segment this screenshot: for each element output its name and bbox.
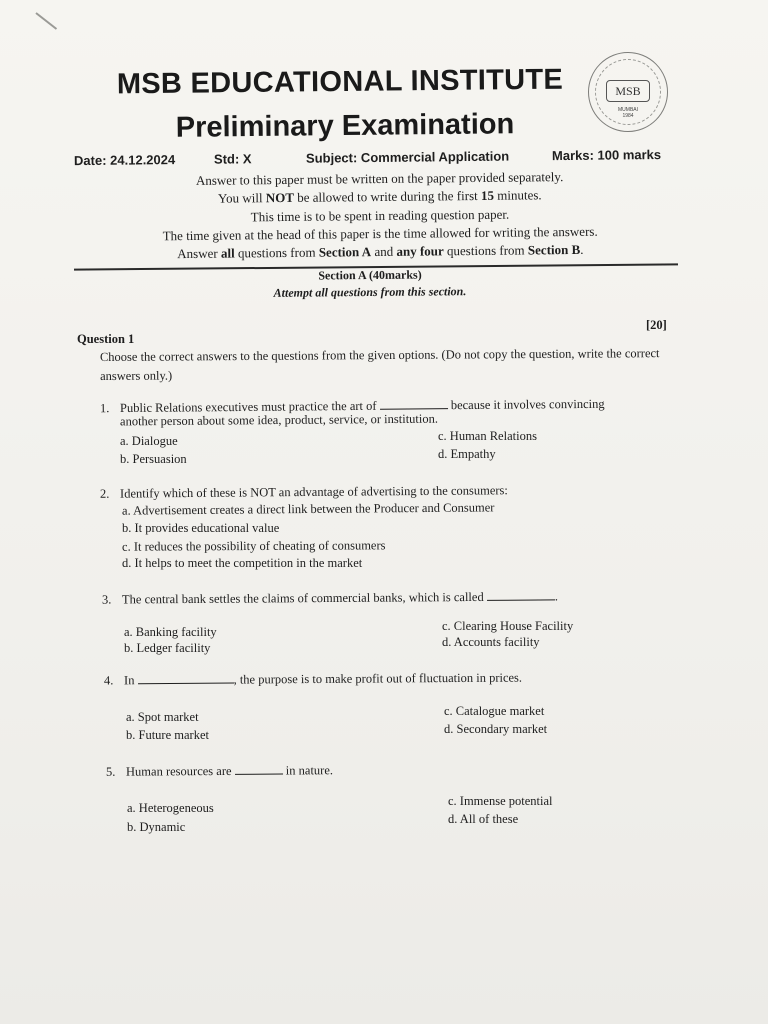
option: a. Advertisement creates a direct link between the Producer and Consumer [121, 500, 495, 518]
exam-std: Std: X [213, 151, 252, 167]
option: c. Immense potential [448, 794, 553, 808]
question-item: 4. In , the purpose is to make profit out of fluctuation in prices. [103, 670, 523, 688]
answer-blank [235, 762, 283, 775]
option: c. Clearing House Facility [442, 619, 574, 633]
section-subtitle: Attempt all questions from this section. [273, 284, 467, 300]
option: d. Accounts facility [442, 635, 540, 649]
option: d. It helps to meet the competition in the market [122, 556, 363, 570]
instructions-block [100, 167, 661, 264]
option: b. It provides educational value [122, 521, 280, 535]
option: b. Future market [126, 728, 209, 742]
answer-blank [487, 587, 555, 600]
question-item: 2. Identify which of these is NOT an advantage of advertising to the consumers: [99, 483, 508, 501]
seal-city-name: MUMBAI [618, 107, 638, 113]
seal-city [588, 107, 668, 119]
question-item-continued: another person about some idea, product, service, or institution. [119, 411, 439, 429]
instruction-line: Answer to this paper must be written on the paper provided separately. [195, 169, 564, 188]
option: d. Secondary market [444, 722, 548, 736]
option: b. Persuasion [120, 452, 187, 466]
option: d. All of these [448, 812, 519, 826]
option: c. Catalogue market [444, 704, 545, 718]
question-intro: Choose the correct answers to the questions from the given options. (Do not copy the question, write the correct answers only.) [99, 346, 660, 384]
exam-title: Preliminary Examination [175, 108, 515, 144]
institute-seal-icon [588, 52, 668, 132]
institute-title: MSB EDUCATIONAL INSTITUTE [116, 63, 564, 101]
instruction-line: The time given at the head of this paper is the time allowed for writing the answers. [162, 223, 598, 244]
option: a. Heterogeneous [127, 801, 214, 815]
paper-crease-mark [35, 12, 57, 30]
exam-subject: Subject: Commercial Application [305, 148, 510, 166]
question-item: 5. Human resources are in nature. [105, 763, 334, 779]
exam-date: Date: 24.12.2024 [73, 152, 176, 169]
option: c. It reduces the possibility of cheating of consumers [121, 538, 386, 554]
exam-marks: Marks: 100 marks [551, 146, 662, 164]
instruction-line: You will NOT be allowed to write during the first 15 minutes. [217, 187, 542, 206]
option: d. Empathy [438, 447, 496, 461]
question-marks: [20] [646, 318, 667, 332]
question-item: 1. Public Relations executives must practice the art of because it involves convincing [99, 396, 605, 416]
option: b. Ledger facility [124, 641, 211, 655]
option: a. Dialogue [120, 434, 178, 448]
option: c. Human Relations [438, 429, 537, 443]
seal-year: 1984 [622, 113, 634, 119]
question-label: Question 1 [77, 332, 135, 346]
section-title: Section A (40marks) [318, 267, 422, 283]
option: b. Dynamic [127, 820, 186, 834]
option: a. Banking facility [124, 625, 217, 639]
question-item: 3. The central bank settles the claims of commercial banks, which is called . [101, 589, 558, 607]
seal-name: MSB [606, 80, 650, 102]
answer-blank [137, 671, 233, 685]
instruction-line: This time is to be spent in reading question paper. [250, 206, 510, 224]
answer-blank [380, 396, 448, 410]
option: a. Spot market [126, 710, 199, 724]
instruction-line: Answer all questions from Section A and any four questions from Section B. [177, 242, 584, 262]
